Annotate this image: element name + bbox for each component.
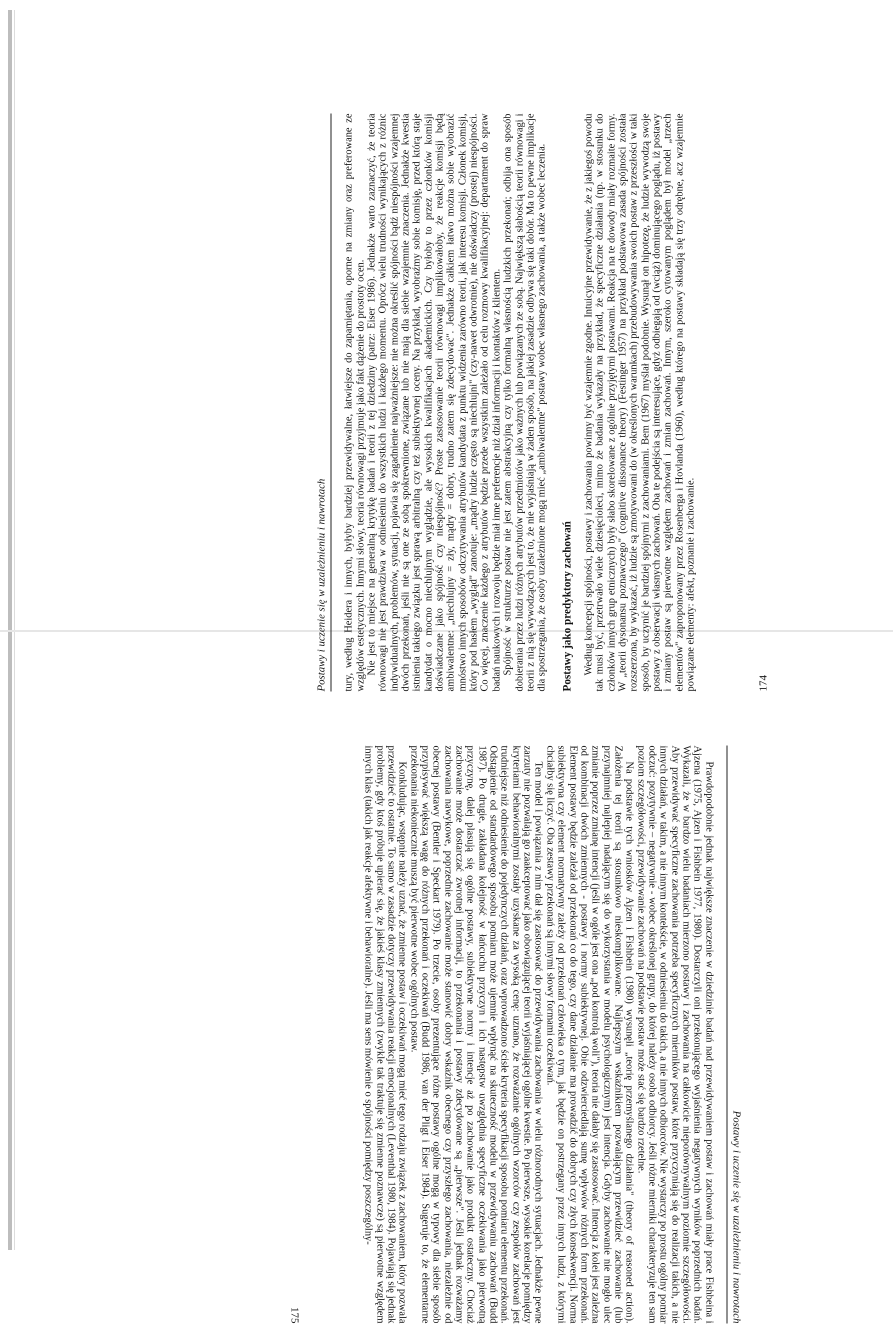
paragraph: Konkludując, wstępnie należy uznać, że zmienne postaw i oczekiwań mogą mieć tego rodzaju związek z zachowaniem, który pozwala przewidzieć to ostatnie. To samo w zasadzie dotyczy przewidywania reakcji emocjonalnych (Leventhal 1980, 1984). Pojawiają się jednak problemy, gdy ktoś próbuje upierać się, że jakieś klasy zmiennych (zwykle tak traktuje się zmienne poznawcze) są pierwotne względem innych klas (takich jak reakcje afektywne i behawioralne). Jeśli ma sens mówienie o spójności pomiędzy poszczególny-	[362, 745, 408, 1324]
paragraph: Spójność w strukturze postaw nie jest zatem abstrakcyjną czy tylko formalną własnością ludzkich przekonań; odbija ona sposób dobierania przez ludzi różnych atrybutów przedmiotów jako ważnych lub powiązanych ze sobą. Największą słabością teorii równowagi i teorii z nią się wywodzących jest to, że nie wyjaśniają w żaden sposób, na jakiej zasadzie odbywa się taki dobór. Ma to pewne implikacje dla spostrzegania, że osoby uzależnione mogą mieć „ambiwalentne" postawy wobec własnego zachowania, a także wobec leczenia.	[502, 113, 548, 692]
paragraph: Prawdopodobnie jednak największe znaczenie w dziedzinie badań nad przewidywaniem postaw i zachowań miały prace Fishbeina i Ajzena (1975, Ajzen i Fishbein 1977, 1980). Dostarczyli oni przekonującego wyjaśnienia negatywnych wyników poprzednich badań. Wykazali, że w bardzo wielu badaniach mierzono postawy i zachowania na całkowicie nieporównywalnym poziomie szczegółowości. Aby przewidywać specyficzne zachowania potrzeba specyficznych mierników postaw, które przyczyniają się do realizacji takich, a nie innych działań, w takim, a nie innym kontekście, w odniesieniu do takich, a nie innych odbiorców. Nie wystarczy po prostu ogólny pomiar odczuć: pozytywnie – negatywnie - wobec określonej grupy, do której należy osoba odbiorcy. Jeśli różne mierniki charakteryzuje ten sam poziom szczegółowości, przewidywanie zachowań na podstawie postaw może stać się bardzo rzetelne.	[635, 745, 715, 1324]
paragraph: Ten model i powiązania z nim dał się zastosować do przewidywania zachowania w wielu różnorodnych sytuacjach. Jednakże pewne zarzuty nie pozwalają go zaakceptować jako obowiązującej teorii wyjaśniającej ogólne kwestie. Po pierwsze, wysokie korelacje pomiędzy kryteriami behawioralnymi zostały uzyskane za wysoką cenę: uznano, że rozważanie ogólnych wzorców czy zespołów zachowań jest trudniejsze niż odniesienie do pojedynczych działań, oraz wprowadzono ścisłe kryteria specyfikacji sposobu pomiaru elementu przekonań. Odstąpienie od standardowego sposobu pomiaru może ujemnie wpłynąć na skuteczność modelu w przewidywaniu zachowań (Budd 1987). Po drugie, zakładana kolejność w łańcuchu przyczyn i ich następstw uwzględnia specyficzne oczekiwania jako pierwotną przyczynę, dalej plasują się ogólne postawy, subiektywne normy i intencje aż po zachowanie jako produkt ostateczny. Chociaż zachowanie może dostarczać zwrotnej informacji, to przekonania i postawy zdecydowane są „pierwsze". Jeśli jednak rozważamy zachowania nawykowe, poprzednie zachowanie może stanowić dobry wskaźnik obecnego czy przyszłego zachowania, niezależnie od obecnej postawy (Bentler i Speckart 1979). Po trzecie, osoby prezentujące różne postawy ogólne mogą w typowy dla siebie sposób przypisywać większą wagę do różnych przekonań i oczekiwań (Budd 1986, van der Pligt i Eiser 1984). Sugeruje to, że elementarne przekonania niekoniecznie muszą być pierwotne wobec ogólnych postaw.	[408, 745, 544, 1324]
paragraph: Nie jest to miejsce na generalną krytykę badań i teorii z tej dziedziny (patrz: Eiser 1986). Jednakże warto zaznaczyć, że teoria równowagi nie jest prawdziwa w odniesieniu do wszystkich ludzi i każdego momentu. Oprócz wielu trudności wynikających z różnic indywidualnych, problemów, sytuacji, pojawia się zagadnienie najważniejsze: nie można określić spójności bądź niespójności wzajemnej dwóch przekonań, jeśli nie są one ze sobą spokrewnione, związane lub nie mają dla siebie wzajemnie znaczenia. Jednakże kwestia istnienia takiego związku jest sprawą arbitralną czy też subiektywnej oceny. Na przykład, wyobraźmy sobie komisję, przed którą staje kandydat o mocno niechlujnym wyglądzie, ale wysokich kwalifikacjach akademickich. Czy byłoby to przez członków komisji doświadczane jako spójność czy niespójność? Proste zastosowanie teorii równowagi implikowałoby, że reakcje komisji będą ambiwalentne: „niechlujny = zły, mądry = dobry, trudno zatem się zdecydować". Jednakże całkiem łatwo można sobie wyobrazić mnóstwo innych sposobów odczytywania atrybutów kandydata z punktu widzenia zarówno teorii, jak interesu komisji. Członek komisji, który pod hasłem „wygląd" zanotuje: „mądry ludzie często są niechlujni" (czy-nawet odwrotnie), nie doświadczy (prostej) niespójności. Co więcej, znaczenie każdego z atrybutów będzie przede wszystkim zależało od celu rozmowy kwalifikacyjnej: departament do spraw badań naukowych i rozwoju będzie miał inne preferencje niż dział informacji i kontaktów z klientem.	[366, 113, 503, 692]
paragraph: Według koncepcji spójności, postawy i zachowania powinny być wzajemnie zgodne. Intuicyjne przewidywanie, że z jakiegoś powodu tak musi być, przetrwało wiele dziesięcioleci, mimo że badania wykazały na przykład, że specyficzne działania (np. w stosunku do członków innych grup etnicznych) były słabo skorelowane z ogólnie przyjętymi postawami. Reakcja na te dowody miały rozmaite formy. W „teorii dysonansu poznawczego" (cognitive dissonance theory) (Festinger 1957) na przykład podstawowa zasada spójności została rozszerzona, by wykazać, iż ludzie są zmotywowani do (w określonych warunkach) przebudowywania swoich postaw z przeszłości w taki sposób, by uczynić je bardziej spójnymi z zachowaniami. Bem (1967) myślał podobnie. Wysunął on hipotezę, że ludzie wywodzą swoje postawy z obserwacji własnych zachowań. Oba te podejścia są interesujące, gdyż odbiegają od (wciąż) dominującego poglądu, iż postawy i zmiany postaw są pierwotne względem zachowań i zmian zachowań. Innym, szeroko cytowanym poglądem był model „trzech elementów" zaproponowany przez Rosenberga i Hovlanda (1960), według którego na postawy składają się trzy odrębne, acz wzajemnie powiązane elementy: afekt, poznanie i zachowanie.	[583, 113, 697, 692]
page-175	[288, 740, 743, 1330]
page-number: 175	[288, 1307, 301, 1324]
paragraph: Na podstawie tych wniosków Ajzen i Fishbein (1980) wysunęli „teorię przemyślanego działania" (theory of reasoned action). Założenia tej teorii są stosunkowo nieskomplikowane. Najlepszym wskaźnikiem pozwalającym przewidzieć zachowanie (lub przynajmniej najlepiej nadającym się do wykorzystania w modelu psychologicznym) jest intencja. Gdyby zachowanie nie mogło ulec zmianie poprzez zmianę intencji (jeśli w ogóle jest ona „pod kontrolą woli"), teoria nie dałaby się zastosować. Intencja z kolei jest zależna od kombinacji dwóch zmiennych - postawy i normy subiektywnej. Obie odzwierciedlają sumę wpływów różnych form przekonań. Element postawy będzie zależał od przekonań co do tego, czy dane działanie ma prowadzić do dobrych czy złych konsekwencji. Norma subiektywna czy element normatywny zależy od przekonań człowieka o tym, jak będzie on postrzegany przez innych ludzi, z którymi chciałby się liczyć. Oba zestawy przekonań są innymi słowy formami oczekiwań.	[544, 745, 635, 1324]
page-174	[315, 108, 770, 698]
running-head: Postawy i uczenie się w uzależnieniu i nawrotach	[726, 746, 741, 1324]
running-head: Postawy i uczenie się w uzależnieniu i nawrotach	[317, 114, 332, 692]
section-heading: Postawy jako predyktory zachowań	[561, 521, 574, 692]
paragraph: tury, według Heidera i innych, byłyby bardziej przewidywalne, łatwiejsze do zapamiętania, oporne na zmiany oraz preferowane ze względów estetycznych. Innymi słowy, teoria równowagi przyjmuje jako fakt dążenie do prostoty ocen.	[343, 113, 367, 692]
page-number: 174	[757, 675, 770, 692]
